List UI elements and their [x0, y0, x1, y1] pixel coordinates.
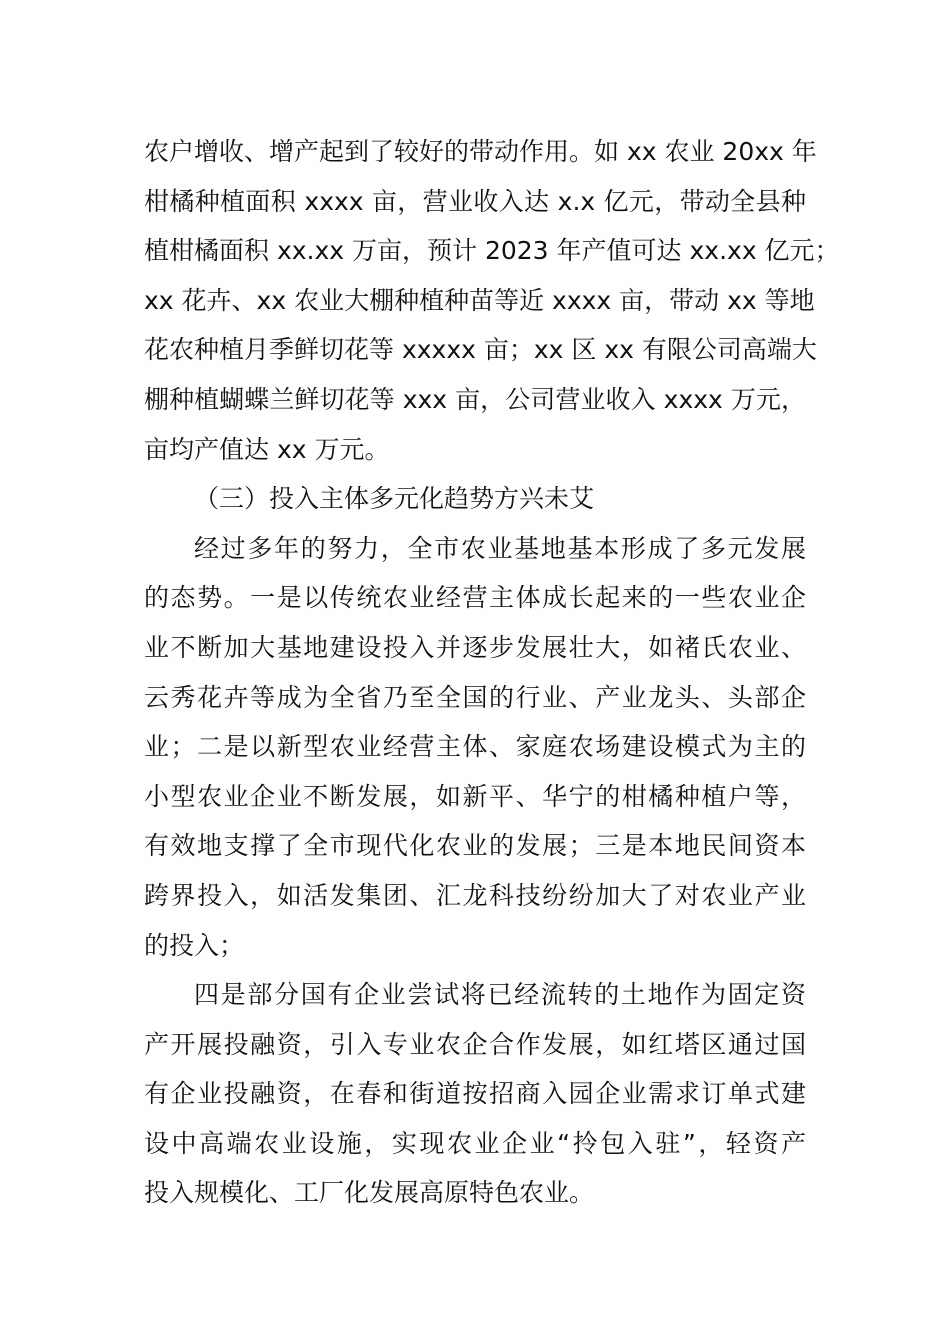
- text-line: 云秀花卉等成为全省乃至全国的行业、产业龙头、头部企: [144, 682, 806, 712]
- text-line: 业不断加大基地建设投入并逐步发展壮大，如褚氏农业、: [144, 632, 806, 662]
- text-line: 亩均产值达 xx 万元。: [144, 434, 390, 464]
- text-line: 的态势。一是以传统农业经营主体成长起来的一些农业企: [144, 583, 806, 613]
- text-line: 农户增收、增产起到了较好的带动作用。如 xx 农业 20xx 年: [144, 137, 817, 166]
- text-line: 四是部分国有企业尝试将已经流转的土地作为固定资: [194, 980, 806, 1010]
- text-line: 业；二是以新型农业经营主体、家庭农场建设模式为主的: [144, 732, 806, 762]
- text-line: 跨界投入，如活发集团、汇龙科技纷纷加大了对农业产业: [144, 880, 806, 910]
- text-line: 植柑橘面积 xx.xx 万亩，预计 2023 年产值可达 xx.xx 亿元；: [144, 236, 840, 266]
- text-line: 产开展投融资，引入专业农企合作发展，如红塔区通过国: [144, 1029, 806, 1059]
- text-line: 投入规模化、工厂化发展高原特色农业。: [144, 1178, 595, 1208]
- text-line: 小型农业企业不断发展，如新平、华宁的柑橘种植户等，: [144, 781, 806, 811]
- text-line: 棚种植蝴蝶兰鲜切花等 xxx 亩，公司营业收入 xxxx 万元，: [144, 384, 806, 414]
- text-line: xx 花卉、xx 农业大棚种植种苗等近 xxxx 亩，带动 xx 等地: [144, 285, 815, 315]
- text-line: 花农种植月季鲜切花等 xxxxx 亩；xx 区 xx 有限公司高端大: [144, 335, 817, 365]
- section-heading: （三）投入主体多元化趋势方兴未艾: [194, 484, 595, 514]
- text-line: 经过多年的努力，全市农业基地基本形成了多元发展: [194, 533, 806, 563]
- text-line: 有效地支撑了全市现代化农业的发展；三是本地民间资本: [144, 831, 806, 861]
- paragraph-1: [144, 127, 840, 474]
- text-line: 有企业投融资，在春和街道按招商入园企业需求订单式建: [144, 1079, 806, 1109]
- text-line: 的投入；: [144, 930, 245, 960]
- paragraph-3: [144, 970, 806, 1218]
- text-line: 柑橘种植面积 xxxx 亩，营业收入达 x.x 亿元，带动全县种: [144, 186, 806, 216]
- paragraph-2: [144, 524, 806, 970]
- text-line: 设中高端农业设施，实现农业企业“拎包入驻”，轻资产: [144, 1128, 806, 1158]
- document-body: [144, 127, 840, 1218]
